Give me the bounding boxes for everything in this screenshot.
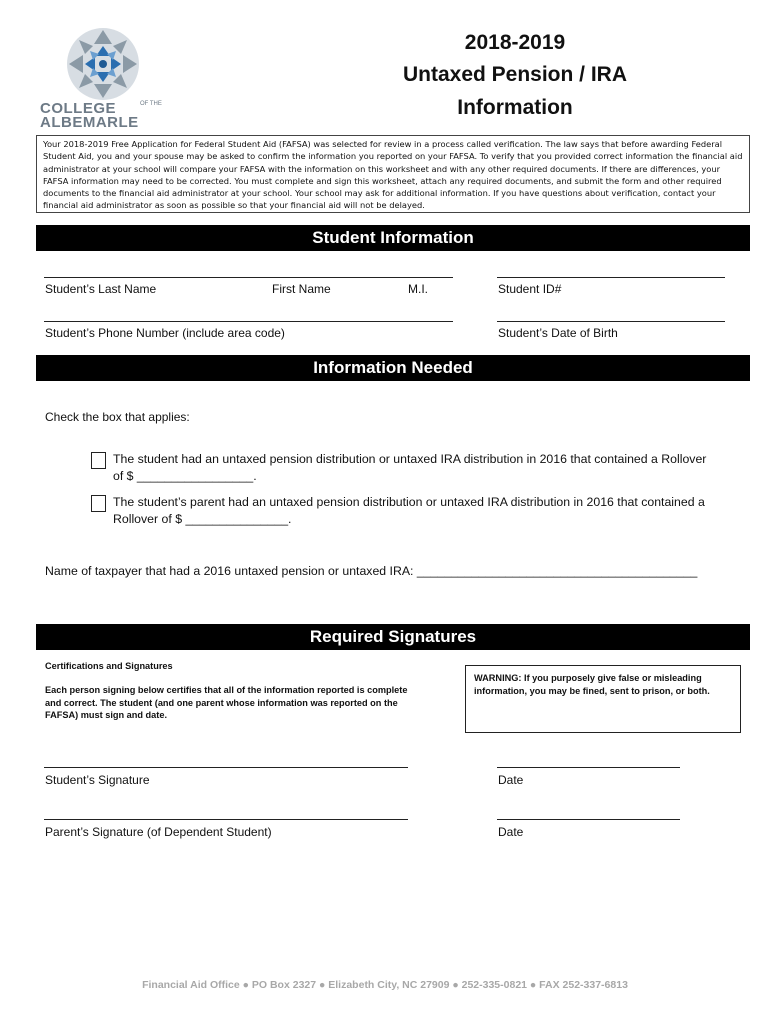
footer-contact: Financial Aid Office ● PO Box 2327 ● Elizabeth City, NC 27909 ● 252-335-0821 ● FAX 252-337-6813 bbox=[142, 979, 628, 991]
check-prompt: Check the box that applies: bbox=[45, 410, 190, 424]
student-date-field[interactable] bbox=[497, 767, 680, 768]
rollover-student-option bbox=[113, 451, 733, 485]
dob-label: Student’s Date of Birth bbox=[498, 326, 618, 340]
student-signature-label: Student’s Signature bbox=[45, 773, 150, 787]
student-information-heading: Student Information bbox=[36, 225, 750, 251]
student-id-label: Student ID# bbox=[498, 282, 562, 296]
first-name-label: First Name bbox=[272, 282, 331, 296]
certifications-body: Each person signing below certifies that all of the information reported is complete and correct. The student (and one parent whose information was reported on the FAFSA) must sign and date. bbox=[45, 685, 408, 720]
taxpayer-name-field[interactable]: Name of taxpayer that had a 2016 untaxed pension or untaxed IRA: _________________________________________ bbox=[45, 564, 698, 578]
rollover-student-checkbox[interactable] bbox=[91, 452, 106, 469]
logo-of-the-text: OF THE bbox=[140, 101, 162, 107]
dob-field[interactable] bbox=[497, 321, 725, 322]
form-title bbox=[360, 28, 670, 124]
student-signature-field[interactable] bbox=[44, 767, 408, 768]
title-line-2: Information bbox=[457, 96, 573, 119]
certifications-title: Certifications and Signatures bbox=[45, 661, 173, 671]
option1-line-2: of $ _________________. bbox=[113, 469, 257, 483]
parent-signature-label: Parent’s Signature (of Dependent Student) bbox=[45, 825, 272, 839]
title-line-1: Untaxed Pension / IRA bbox=[402, 63, 628, 86]
student-date-label: Date bbox=[498, 773, 524, 787]
parent-signature-field[interactable] bbox=[44, 819, 408, 820]
verification-intro: Your 2018-2019 Free Application for Federal Student Aid (FAFSA) was selected for review in a process called verification. The law says that before awarding Federal Student Aid, you and your spouse may be asked to confirm the information you reported on your FAFSA. To verify that you provided correct information the financial aid administrator at your school will compare your FAFSA with the information on this worksheet and with any other required documents. If there are differences, your FAFSA information may need to be corrected. You must complete and sign this worksheet, attach any required documents, and submit the form and other required documents to the financial aid administrator at your school. Your school may ask for additional information. If you have questions about verification, contact your financial aid administrator as soon as possible so that your financial aid will not be delayed. bbox=[36, 135, 750, 213]
title-year: 2018-2019 bbox=[464, 31, 566, 54]
information-needed-heading: Information Needed bbox=[36, 355, 750, 381]
logo-emblem-icon bbox=[38, 24, 168, 104]
phone-field[interactable] bbox=[44, 321, 453, 322]
middle-initial-label: M.I. bbox=[408, 282, 428, 296]
logo-college-text: COLLEGE bbox=[40, 100, 117, 117]
parent-date-label: Date bbox=[498, 825, 524, 839]
student-name-field[interactable] bbox=[44, 277, 453, 278]
parent-date-field[interactable] bbox=[497, 819, 680, 820]
logo-albemarle-text: ALBEMARLE bbox=[40, 114, 139, 131]
option2-line-1: The student’s parent had an untaxed pension distribution or untaxed IRA distribution in 2016 that contained a bbox=[113, 495, 705, 509]
rollover-parent-option bbox=[113, 494, 733, 528]
option1-line-1: The student had an untaxed pension distribution or untaxed IRA distribution in 2016 that contained a Rollover bbox=[113, 452, 707, 466]
warning-box: WARNING: If you purposely give false or misleading information, you may be fined, sent to prison, or both. bbox=[465, 665, 741, 733]
phone-label: Student’s Phone Number (include area code) bbox=[45, 326, 285, 340]
required-signatures-heading: Required Signatures bbox=[36, 624, 750, 650]
student-id-field[interactable] bbox=[497, 277, 725, 278]
rollover-parent-checkbox[interactable] bbox=[91, 495, 106, 512]
option2-line-2: Rollover of $ _______________. bbox=[113, 512, 292, 526]
last-name-label: Student’s Last Name bbox=[45, 282, 157, 296]
